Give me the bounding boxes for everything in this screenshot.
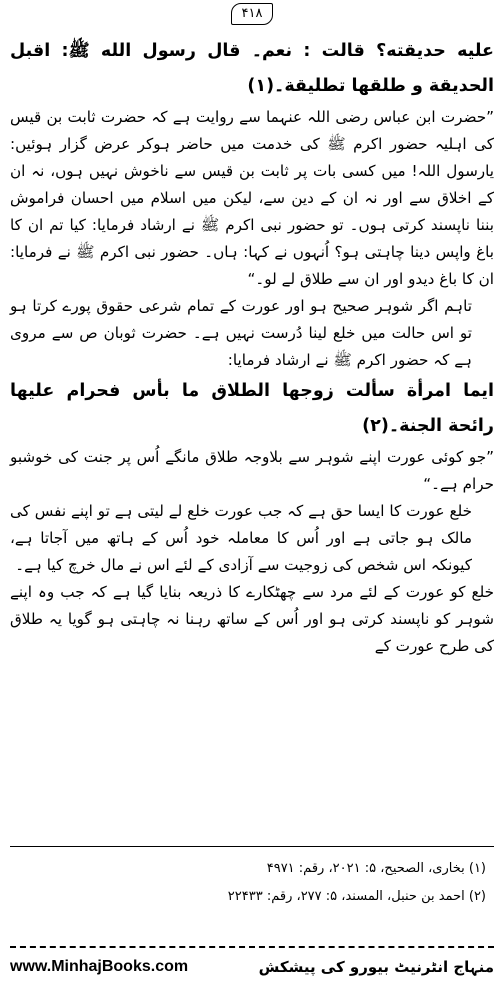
main-text <box>10 34 494 660</box>
urdu-translation-1: ”حضرت ابن عباس رضی اللہ عنہما سے روایت ہے کہ حضرت ثابت بن قیس کی اہلیہ حضور اکرم ﷺ کی خدمت میں حاضر ہوکر عرض گزار ہوئیں: یارسول اللہ! میں کسی بات پر ثابت بن قیس سے ناخوش نہیں ہوں، نہ ان کے اخلاق سے اور نہ ان کے دین سے، لیکن میں اسلام میں احسان فراموش بننا ناپسند کرتی ہوں۔ تو حضور نبی اکرم ﷺ نے ارشاد فرمایا: کیا تم ان کا باغ واپس دینا چاہتی ہو؟ اُنہوں نے کہا: ہاں۔ حضور نبی اکرم ﷺ نے فرمایا: ان کا باغ دیدو اور ان سے طلاق لے لو۔“ <box>10 108 494 288</box>
footer-divider <box>10 946 494 948</box>
urdu-translation-2: ”جو کوئی عورت اپنے شوہر سے بلاوجہ طلاق مانگے اُس پر جنت کی خوشبو حرام ہے۔“ <box>10 448 494 493</box>
page-number-text: ۴۱۸ <box>241 6 263 21</box>
page-footer <box>10 954 494 980</box>
urdu-paragraph-3: خلع عورت کا ایسا حق ہے کہ جب عورت خلع لے لیتی ہے تو اپنے نفس کی مالک ہو جاتی ہے اور اُس کا معاملہ خود اُس کے ہاتھ میں آجاتا ہے، کیونکہ اس شخص کی زوجیت سے آزادی کے لئے اس نے مال خرچ کیا ہے۔ <box>10 502 472 574</box>
urdu-paragraph-4: خلع کو عورت کے لئے مرد سے چھٹکارے کا ذریعہ بنایا گیا ہے کہ جب وہ اپنے شوہر کو ناپسند کرتی ہو اور اُس کے ساتھ رہنا نہ چاہتی ہو گویا یہ طلاق کی طرح عورت کے <box>10 583 494 655</box>
publisher-credit: منہاج انٹرنیٹ بیورو کی پیشکش <box>258 958 494 976</box>
arabic-hadith-2: ايما امرأة سألت زوجها الطلاق ما بأس فحرام عليها رائحة الجنة۔(۲) <box>10 381 494 436</box>
footnote-2: (۲) احمد بن حنبل، المسند، ۵: ۲۷۷، رقم: ۲۲۴۳۳ <box>227 889 486 904</box>
page-number <box>0 3 504 25</box>
website-link[interactable]: www.MinhajBooks.com <box>10 958 189 975</box>
footnotes <box>10 855 494 911</box>
footnote-divider <box>10 846 494 847</box>
urdu-paragraph-2: تاہم اگر شوہر صحیح ہو اور عورت کے تمام شرعی حقوق پورے کرتا ہو تو اس حالت میں خلع لینا دُرست نہیں ہے۔ حضرت ثوبان ص سے مروی ہے کہ حضور اکرم ﷺ نے ارشاد فرمایا: <box>10 297 472 369</box>
arabic-hadith-1: عليه حديقته؟ قالت : نعم۔ قال رسول الله ﷺ: اقبل الحديقة و طلقها تطليقة۔(۱) <box>10 41 494 96</box>
footnote-1: (۱) بخاری، الصحیح، ۵: ۲۰۲۱، رقم: ۴۹۷۱ <box>266 861 486 876</box>
page-number-ornament <box>231 3 274 25</box>
